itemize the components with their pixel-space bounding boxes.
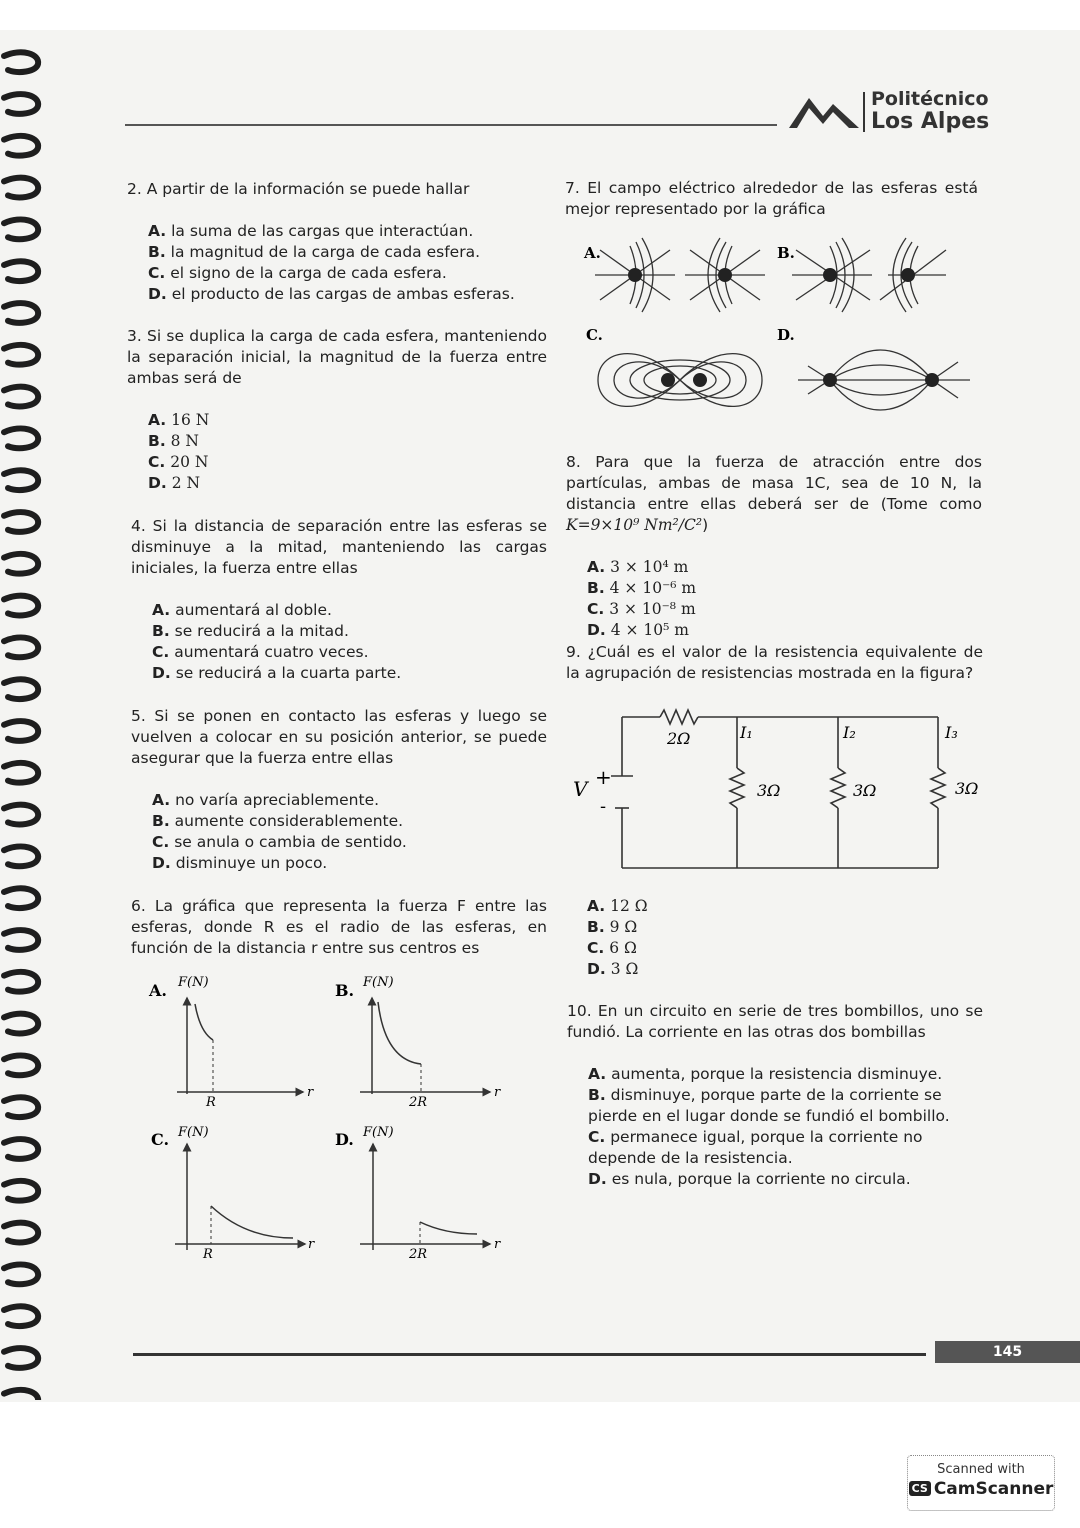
graph-c-xlabel: r — [308, 1237, 315, 1252]
question-6-stem: 6. La gráfica que representa la fuerza F entre las esferas, donde R es el radio de las esferas, en función de la distancia r entre sus centros es — [131, 897, 547, 957]
option-item: D. se reducirá a la cuarta parte. — [152, 664, 402, 682]
option-item: B. 9 Ω — [587, 918, 638, 936]
graph-c-mark: R — [203, 1247, 213, 1262]
option-item: A. 12 Ω — [587, 897, 648, 915]
graph-a-curve — [195, 1004, 213, 1040]
spiral-coil — [4, 1223, 38, 1243]
charge-icon — [901, 268, 915, 282]
graph-d-mark: 2R — [409, 1247, 428, 1262]
plus-sign: + — [595, 765, 612, 789]
spiral-coil — [4, 1264, 38, 1284]
spiral-coil — [4, 219, 38, 239]
graph-b-curve — [378, 1002, 421, 1064]
spiral-coil — [4, 637, 38, 657]
charge-icon — [693, 373, 707, 387]
option-item: D. 4 × 10⁵ m — [587, 621, 689, 639]
graph-c-letter: C. — [151, 1130, 170, 1149]
page-number: 145 — [935, 1341, 1080, 1363]
logo-mountain-icon — [787, 88, 861, 134]
field-figure-b — [777, 238, 946, 312]
charge-icon — [628, 268, 642, 282]
question-5 — [131, 706, 547, 874]
graph-a-xlabel: r — [307, 1085, 314, 1100]
field-figure-a — [583, 238, 765, 312]
option-item: C. el signo de la carga de cada esfera. — [148, 264, 447, 282]
watermark-brand: CS CamScanner — [908, 1479, 1054, 1499]
spiral-coil — [4, 846, 38, 866]
camscanner-watermark — [907, 1455, 1055, 1511]
option-item: B. disminuye, porque parte de la corriente se pierde en el lugar donde se fundió el bombillo. — [588, 1086, 950, 1125]
graph-d-ylabel: F(N) — [363, 1125, 394, 1140]
spiral-coil — [4, 1390, 38, 1400]
spiral-coil — [4, 303, 38, 323]
spiral-coil — [4, 1306, 38, 1326]
option-item: D. el producto de las cargas de ambas esferas. — [148, 285, 515, 303]
question-3 — [127, 326, 547, 494]
question-2-stem: 2. A partir de la información se puede hallar — [127, 180, 470, 198]
graph-d — [335, 1125, 501, 1262]
question-7-stem: 7. El campo eléctrico alrededor de las esferas está mejor representado por la gráfica — [565, 179, 978, 218]
question-9-circuit — [565, 700, 985, 880]
spiral-coil — [4, 930, 38, 950]
question-8 — [566, 452, 982, 641]
camscanner-icon: CS — [909, 1481, 931, 1496]
spiral-coil — [4, 1097, 38, 1117]
question-6-graphs — [145, 968, 525, 1268]
question-6 — [131, 896, 547, 959]
current-label: I₁ — [740, 723, 753, 742]
branch-resistor-label: 3Ω — [955, 779, 979, 798]
current-label: I₃ — [945, 723, 958, 742]
spiral-coil — [4, 470, 38, 490]
graph-c-curve — [211, 1206, 293, 1238]
svg-text:B.: B. — [777, 244, 795, 262]
branch-resistor-label: 3Ω — [757, 781, 781, 800]
spiral-coil — [4, 1348, 38, 1368]
spiral-coil — [4, 972, 38, 992]
question-8-options — [566, 557, 982, 641]
svg-text:A.: A. — [584, 244, 601, 262]
spiral-coil — [4, 596, 38, 616]
graph-c — [151, 1125, 315, 1262]
question-9-stem: 9. ¿Cuál es el valor de la resistencia equivalente de la agrupación de resistencias mostrada en la figura? — [566, 643, 983, 682]
question-10 — [567, 1001, 983, 1190]
spiral-coil — [4, 512, 38, 532]
question-5-stem: 5. Si se ponen en contacto las esferas y luego se vuelven a colocar en su posición anterior, se puede asegurar que la fuerza entre ellas — [131, 707, 547, 767]
field-figure-d — [777, 326, 970, 410]
question-7-field-figures — [580, 230, 990, 425]
graph-b-ylabel: F(N) — [363, 975, 394, 990]
option-item: C. aumentará cuatro veces. — [152, 643, 369, 661]
option-item: B. la magnitud de la carga de cada esfera. — [148, 243, 481, 261]
graph-b-xlabel: r — [494, 1085, 501, 1100]
spiral-coil — [4, 261, 38, 281]
brand-line2: Los Alpes — [871, 109, 990, 134]
charge-icon — [718, 268, 732, 282]
question-8-stem: 8. Para que la fuerza de atracción entre dos partículas, ambas de masa 1C, sea de 10 N, la distancia entre ellas deberá ser de (Tome como K=9×10⁹ Nm²/C²) — [566, 453, 982, 534]
svg-text:D.: D. — [777, 326, 795, 344]
brand-line1: Politécnico — [871, 88, 989, 110]
question-2-options — [127, 221, 547, 305]
question-9 — [566, 642, 983, 684]
spiral-coil — [4, 1181, 38, 1201]
question-4 — [131, 516, 547, 684]
question-10-options — [567, 1064, 983, 1190]
spiral-binding — [0, 40, 46, 1400]
graph-a-mark: R — [206, 1095, 216, 1110]
charge-icon — [925, 373, 939, 387]
option-item: A. no varía apreciablemente. — [152, 791, 380, 809]
footer-rule — [133, 1353, 926, 1356]
option-item: A. la suma de las cargas que interactúan. — [148, 222, 474, 240]
spiral-coil — [4, 554, 38, 574]
question-4-options — [131, 600, 547, 684]
graph-b-mark: 2R — [409, 1095, 428, 1110]
option-item: B. 8 N — [148, 432, 199, 450]
option-item: B. 4 × 10⁻⁶ m — [587, 579, 697, 597]
question-3-stem: 3. Si se duplica la carga de cada esfera, manteniendo la separación inicial, la magnitud de la fuerza entre ambas será de — [127, 327, 547, 387]
graph-b-letter: B. — [335, 981, 355, 1000]
option-item: C. se anula o cambia de sentido. — [152, 833, 407, 851]
charge-icon — [823, 373, 837, 387]
question-10-stem: 10. En un circuito en serie de tres bombillos, uno se fundió. La corriente en las otras dos bombillas — [567, 1002, 983, 1041]
spiral-coil — [4, 387, 38, 407]
question-3-options — [127, 410, 547, 494]
graph-a-letter: A. — [149, 981, 167, 1000]
spiral-coil — [4, 805, 38, 825]
header-rule — [125, 124, 777, 126]
charge-icon — [661, 373, 675, 387]
option-item: B. aumente considerablemente. — [152, 812, 404, 830]
spiral-coil — [4, 1055, 38, 1075]
option-item: C. 20 N — [148, 453, 209, 471]
option-item: C. 6 Ω — [587, 939, 637, 957]
spiral-coil — [4, 136, 38, 156]
spiral-coil — [4, 52, 38, 72]
spiral-coil — [4, 178, 38, 198]
spiral-coil — [4, 1014, 38, 1034]
option-item: A. aumentará al doble. — [152, 601, 332, 619]
series-resistor-label: 2Ω — [667, 729, 691, 748]
spiral-coil — [4, 345, 38, 365]
graph-d-curve — [420, 1222, 477, 1234]
option-item: A. 3 × 10⁴ m — [587, 558, 689, 576]
spiral-coil — [4, 428, 38, 448]
question-4-stem: 4. Si la distancia de separación entre las esferas se disminuye a la mitad, manteniendo las cargas iniciales, la fuerza entre ellas — [131, 517, 547, 577]
graph-b — [335, 975, 501, 1110]
option-item: A. aumenta, porque la resistencia disminuye. — [588, 1065, 943, 1083]
spiral-coil — [4, 763, 38, 783]
option-item: B. se reducirá a la mitad. — [152, 622, 349, 640]
question-5-options — [131, 790, 547, 874]
option-item: D. 2 N — [148, 474, 201, 492]
graph-a — [148, 975, 314, 1110]
minus-sign: - — [600, 796, 607, 817]
graph-d-xlabel: r — [494, 1237, 501, 1252]
spiral-coil — [4, 679, 38, 699]
option-item: D. disminuye un poco. — [152, 854, 328, 872]
option-item: D. es nula, porque la corriente no circula. — [588, 1170, 911, 1188]
option-item: C. 3 × 10⁻⁸ m — [587, 600, 696, 618]
option-item: D. 3 Ω — [587, 960, 639, 978]
watermark-line1: Scanned with — [937, 1462, 1025, 1477]
field-figure-c — [586, 326, 762, 406]
graph-d-letter: D. — [335, 1130, 354, 1149]
option-item: A. 16 N — [148, 411, 210, 429]
spiral-coil — [4, 721, 38, 741]
graph-a-ylabel: F(N) — [178, 975, 209, 990]
logo-divider — [863, 92, 865, 132]
spiral-coil — [4, 94, 38, 114]
spiral-coil — [4, 888, 38, 908]
current-label: I₂ — [843, 723, 856, 742]
graph-c-ylabel: F(N) — [178, 1125, 209, 1140]
charge-icon — [823, 268, 837, 282]
question-9-options — [587, 896, 787, 980]
spiral-coil — [4, 1139, 38, 1159]
question-7 — [565, 178, 978, 220]
branch-resistor-label: 3Ω — [853, 781, 877, 800]
resistor-2ohm — [660, 710, 698, 724]
option-item: C. permanece igual, porque la corriente no depende de la resistencia. — [588, 1128, 923, 1167]
question-2 — [127, 179, 547, 305]
source-label: V — [573, 777, 588, 801]
brand-logo — [871, 90, 989, 133]
svg-text:C.: C. — [586, 326, 603, 344]
